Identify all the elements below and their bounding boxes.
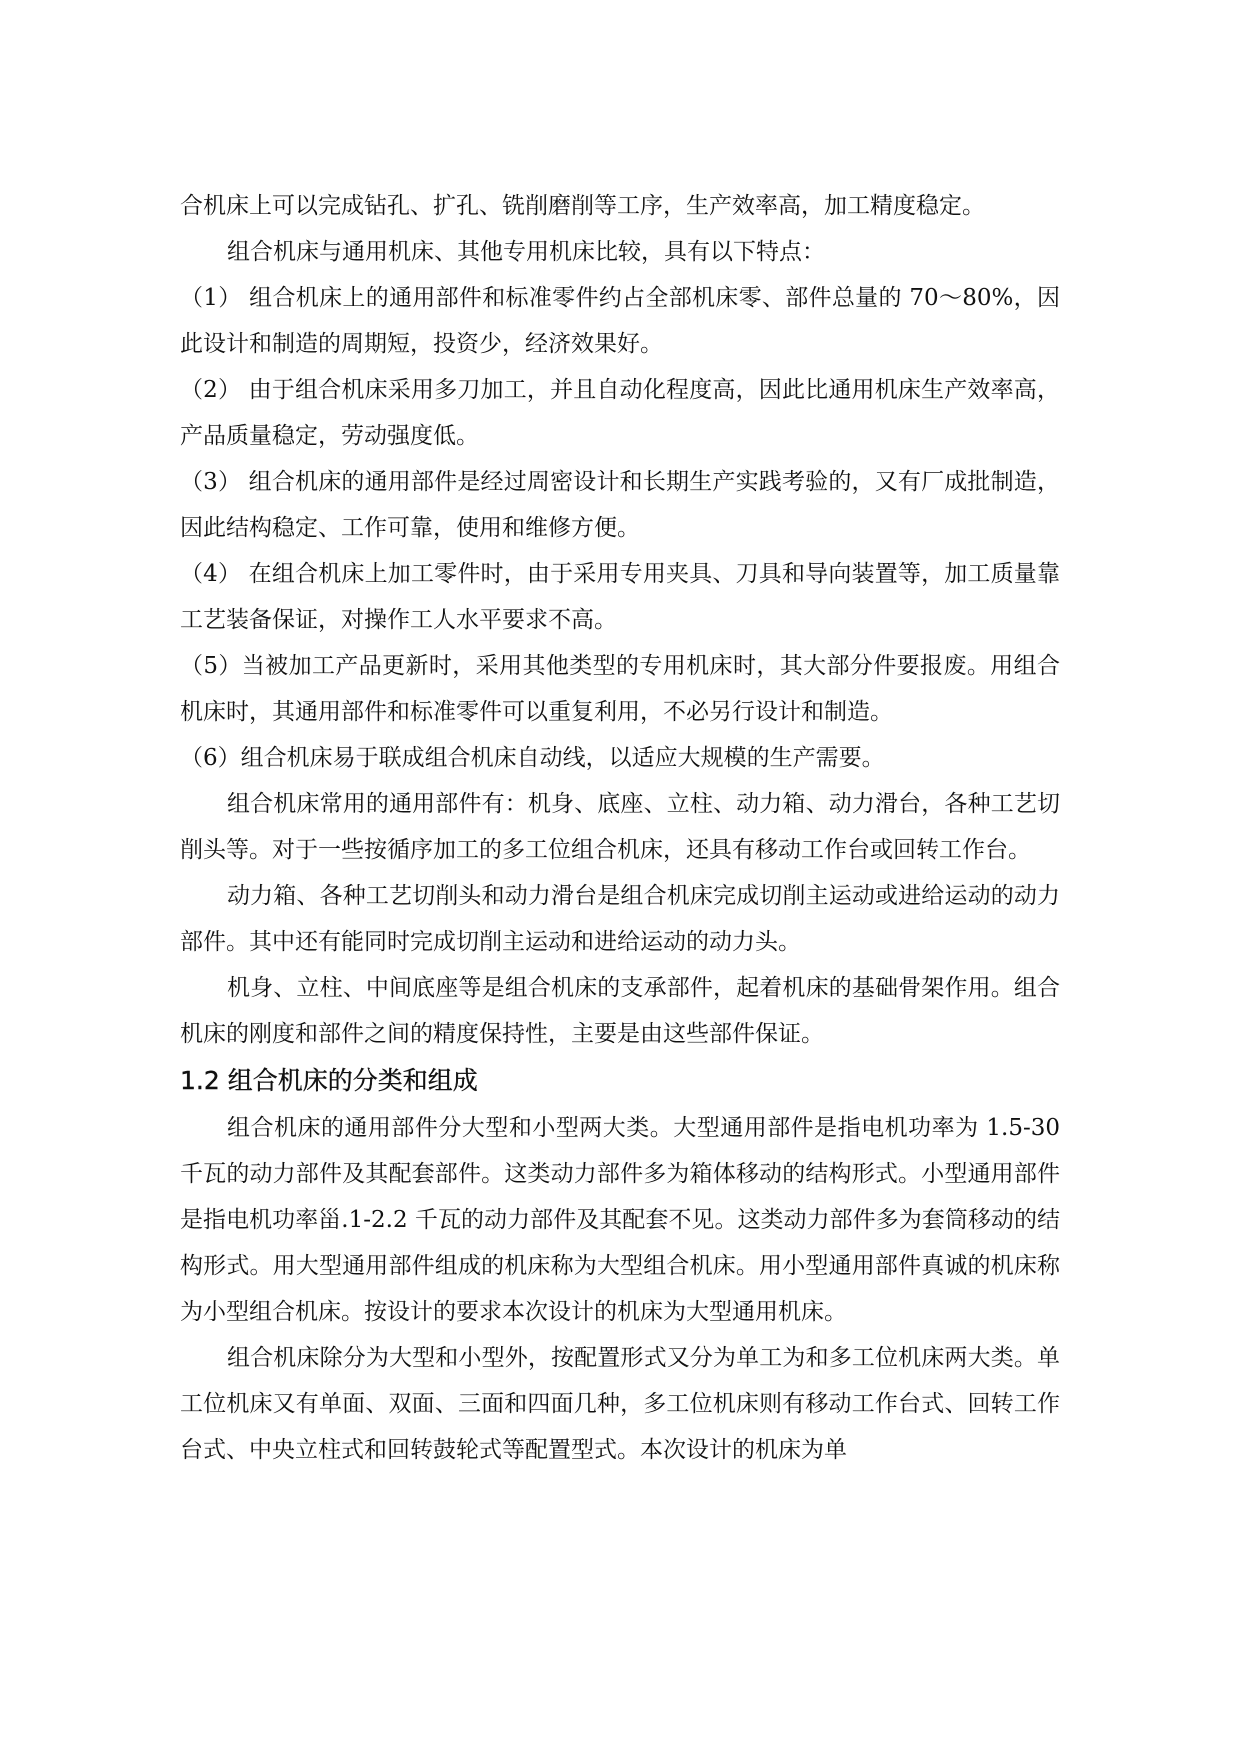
paragraph-configuration: 组合机床除分为大型和小型外，按配置形式又分为单工为和多工位机床两大类。单工位机床又有单面、双面、三面和四面几种，多工位机床则有移动工作台式、回转工作台式、中央立柱式和回转鼓轮式等配置型式。本次设计的机床为单 [180, 1345, 1060, 1463]
paragraph-support-parts: 机身、立柱、中间底座等是组合机床的支承部件，起着机床的基础骨架作用。组合机床的刚度和部件之间的精度保持性，主要是由这些部件保证。 [180, 975, 1060, 1047]
paragraph-continuation: 合机床上可以完成钻孔、扩孔、铣削磨削等工序，生产效率高，加工精度稳定。 [180, 193, 985, 219]
list-item-6: （6）组合机床易于联成组合机床自动线，以适应大规模的生产需要。 [180, 745, 885, 771]
paragraph-power-parts: 动力箱、各种工艺切削头和动力滑台是组合机床完成切削主运动或进给运动的动力部件。其中还有能同时完成切削主运动和进给运动的动力头。 [180, 883, 1060, 955]
list-item-1: （1） 组合机床上的通用部件和标准零件约占全部机床零、部件总量的 70～80%，因此设计和制造的周期短，投资少，经济效果好。 [180, 285, 1060, 357]
paragraph-classification: 组合机床的通用部件分大型和小型两大类。大型通用部件是指电机功率为 1.5-30 千瓦的动力部件及其配套部件。这类动力部件多为箱体移动的结构形式。小型通用部件是指电机功率甾.1-2.2 千瓦的动力部件及其配套不见。这类动力部件多为套筒移动的结构形式。用大型通用部件组成的机床称为大型组合机床。用小型通用部件真诚的机床称为小型组合机床。按设计的要求本次设计的机床为大型通用机床。 [180, 1115, 1060, 1325]
list-item-2: （2） 由于组合机床采用多刀加工，并且自动化程度高，因此比通用机床生产效率高，产品质量稳定，劳动强度低。 [180, 377, 1060, 449]
paragraph-common-parts: 组合机床常用的通用部件有：机身、底座、立柱、动力箱、动力滑台，各种工艺切削头等。对于一些按循序加工的多工位组合机床，还具有移动工作台或回转工作台。 [180, 791, 1060, 863]
list-item-5: （5）当被加工产品更新时，采用其他类型的专用机床时，其大部分件要报废。用组合机床时，其通用部件和标准零件可以重复利用，不必另行设计和制造。 [180, 653, 1060, 725]
list-item-4: （4） 在组合机床上加工零件时，由于采用专用夹具、刀具和导向装置等，加工质量靠工艺装备保证，对操作工人水平要求不高。 [180, 561, 1060, 633]
document-page [180, 183, 1060, 1473]
section-heading: 1.2 组合机床的分类和组成 [180, 1066, 478, 1095]
list-item-3: （3） 组合机床的通用部件是经过周密设计和长期生产实践考验的，又有厂成批制造，因此结构稳定、工作可靠，使用和维修方便。 [180, 469, 1060, 541]
paragraph-features-intro: 组合机床与通用机床、其他专用机床比较，具有以下特点： [227, 239, 825, 265]
